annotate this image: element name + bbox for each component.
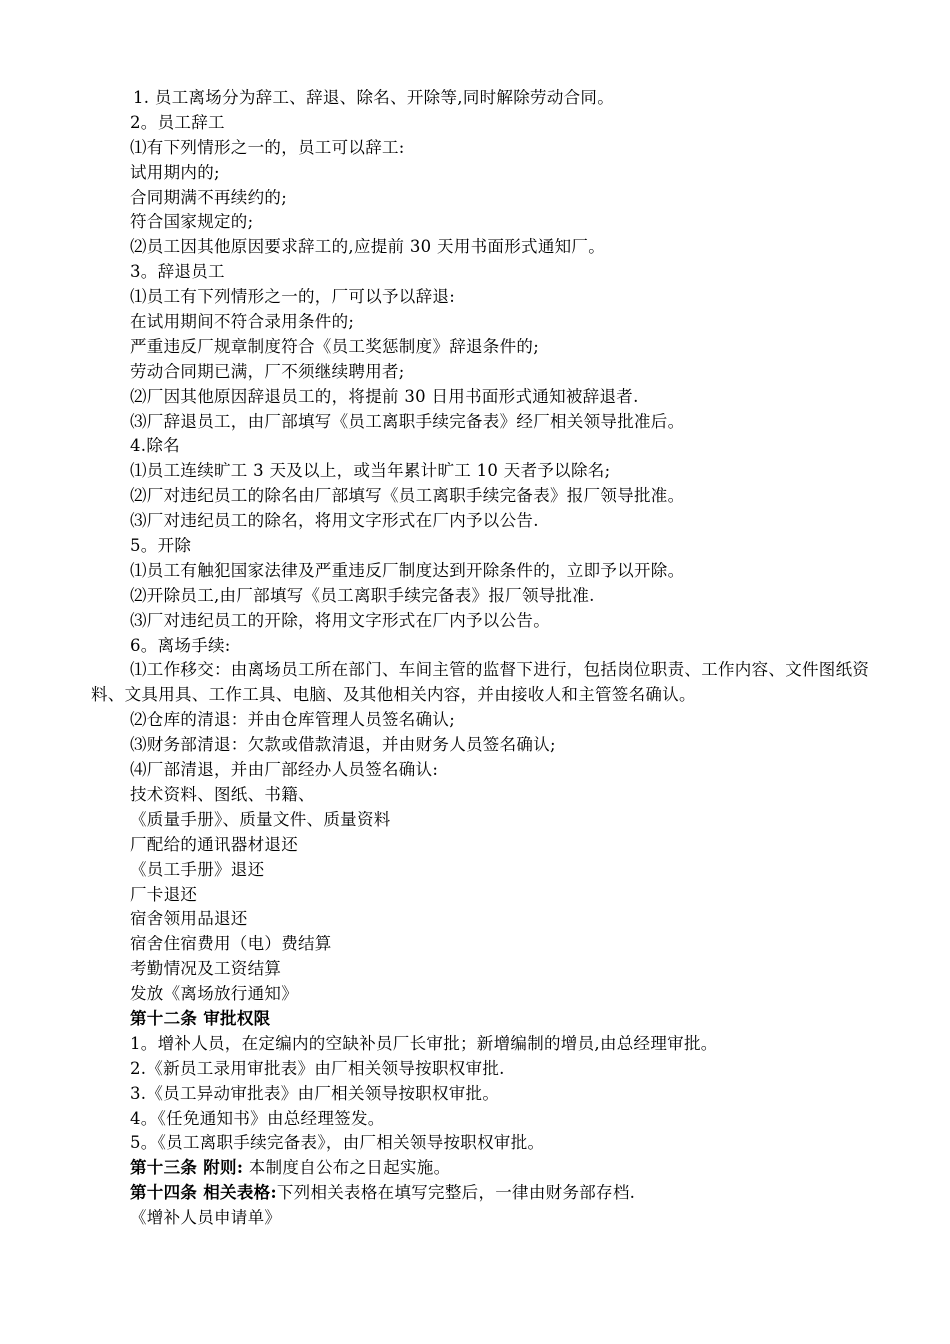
article-12-heading: 第十二条 审批权限 — [130, 1008, 271, 1028]
text-line: ⑶厂对违纪员工的除名，将用文字形式在厂内予以公告. — [130, 511, 539, 531]
text-line: 技术资料、图纸、书籍、 — [130, 784, 315, 804]
text-line: 5。开除 — [130, 536, 192, 556]
text-line: 3。辞退员工 — [130, 262, 225, 282]
article-13-heading: 第十三条 附则: — [130, 1158, 244, 1178]
article-14-text: 下列相关表格在填写完整后，一律由财务部存档. — [276, 1183, 636, 1203]
text-line: 2。员工辞工 — [130, 112, 225, 132]
text-line: 严重违反厂规章制度符合《员工奖惩制度》辞退条件的; — [130, 336, 540, 356]
text-line: 1。增补人员，在定编内的空缺补员厂长审批；新增编制的增员,由总经理审批。 — [130, 1033, 718, 1053]
text-line: 宿舍住宿费用（电）费结算 — [130, 934, 332, 954]
article-13-text: 本制度自公布之日起实施。 — [243, 1158, 451, 1178]
text-line: 2.《新员工录用审批表》由厂相关领导按职权审批. — [130, 1058, 505, 1078]
document-page — [0, 86, 950, 1231]
text-line: ⑵厂对违纪员工的除名由厂部填写《员工离职手续完备表》报厂领导批准。 — [130, 486, 685, 506]
text-line: ⑶厂对违纪员工的开除，将用文字形式在厂内予以公告。 — [130, 610, 550, 630]
article-14-heading: 第十四条 相关表格: — [130, 1183, 277, 1203]
text-line: 考勤情况及工资结算 — [130, 959, 282, 979]
text-line: ⑴员工有下列情形之一的，厂可以予以辞退: — [130, 287, 456, 307]
text-line: 《质量手册》、质量文件、质量资料 — [130, 809, 391, 829]
text-line: 符合国家规定的; — [130, 212, 254, 232]
text-line: 1. 员工离场分为辞工、辞退、除名、开除等,同时解除劳动合同。 — [133, 88, 615, 107]
text-line: ⑴有下列情形之一的，员工可以辞工: — [130, 137, 405, 157]
text-line: 《员工手册》退还 — [130, 859, 265, 879]
handover-paragraph: ⑴工作移交：由离场员工所在部门、车间主管的监督下进行，包括岗位职责、工作内容、文件图纸资料、文具用具、工作工具、电脑、及其他相关内容，并由接收人和主管签名确认。 — [91, 660, 870, 705]
text-line: ⑵员工因其他原因要求辞工的,应提前 30 天用书面形式通知厂。 — [130, 237, 606, 257]
text-line: ⑵开除员工,由厂部填写《员工离职手续完备表》报厂领导批准. — [130, 585, 595, 605]
text-line: 宿舍领用品退还 — [130, 909, 248, 929]
text-line: 劳动合同期已满，厂不须继续聘用者; — [130, 361, 405, 381]
text-line: ⑵仓库的清退：并由仓库管理人员签名确认; — [130, 710, 456, 730]
text-line: ⑶厂辞退员工，由厂部填写《员工离职手续完备表》经厂相关领导批准后。 — [130, 411, 685, 431]
text-line: ⑷厂部清退，并由厂部经办人员签名确认: — [130, 760, 439, 780]
text-line: 发放《离场放行通知》 — [130, 984, 298, 1004]
text-line: 厂配给的通讯器材退还 — [130, 834, 298, 854]
text-line: 《增补人员申请单》 — [130, 1208, 282, 1228]
text-line: 4.除名 — [130, 436, 180, 456]
text-line: ⑵厂因其他原因辞退员工的，将提前 30 日用书面形式通知被辞退者. — [130, 386, 639, 406]
article-13 — [0, 1156, 950, 1181]
text-line: ⑴员工有触犯国家法律及严重违反厂制度达到开除条件的，立即予以开除。 — [130, 560, 685, 580]
article-14 — [0, 1181, 950, 1206]
text-line: 4。《任免通知书》由总经理签发。 — [130, 1108, 385, 1128]
text-line: 在试用期间不符合录用条件的; — [130, 312, 355, 332]
text-line: 3.《员工异动审批表》由厂相关领导按职权审批。 — [130, 1083, 500, 1103]
text-line: 合同期满不再续约的; — [130, 187, 288, 207]
text-line: ⑴员工连续旷工 3 天及以上，或当年累计旷工 10 天者予以除名; — [130, 461, 611, 481]
text-line: 厂卡退还 — [130, 884, 198, 904]
text-line: 试用期内的; — [130, 162, 220, 182]
text-line: 5。《员工离职手续完备表》，由厂相关领导按职权审批。 — [130, 1133, 545, 1153]
text-line: ⑶财务部清退：欠款或借款清退，并由财务人员签名确认; — [130, 735, 556, 755]
text-line: 6。离场手续: — [130, 635, 231, 655]
